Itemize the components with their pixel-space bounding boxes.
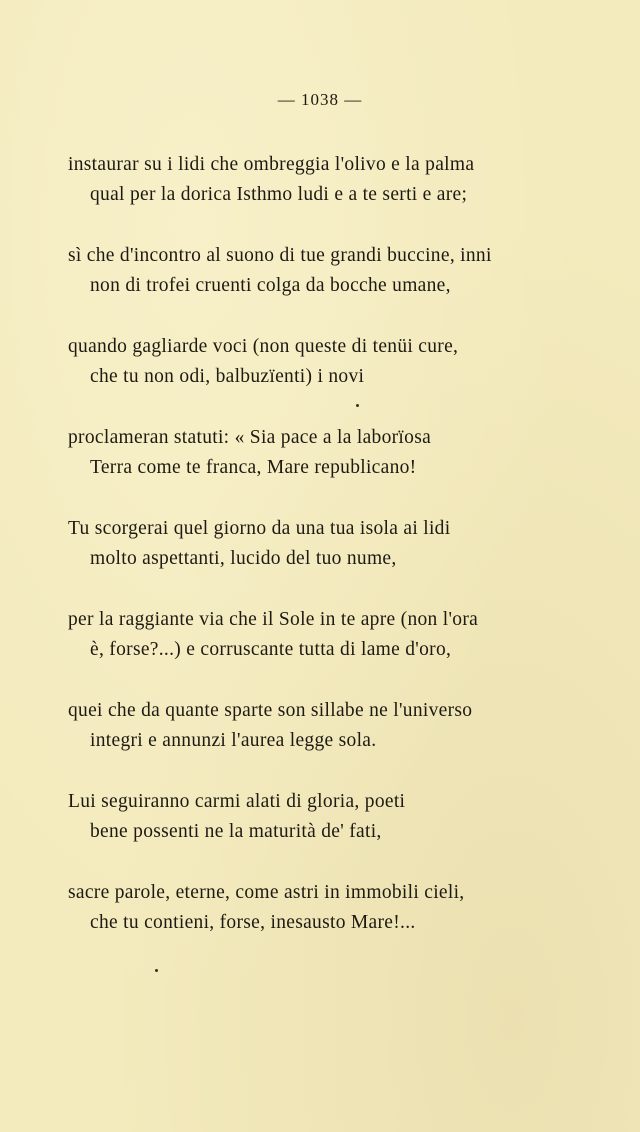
- verse-line: per la raggiante via che il Sole in te apre (non l'ora: [68, 609, 479, 630]
- stanza: [68, 605, 568, 696]
- page-number: — 1038 —: [277, 90, 363, 109]
- ink-speck: [356, 404, 359, 407]
- verse-line-indented: bene possenti ne la maturità de' fati,: [90, 821, 382, 842]
- stanza: [68, 241, 568, 332]
- stanza: [68, 878, 568, 969]
- poem-body: [68, 150, 568, 969]
- verse-line-indented: non di trofei cruenti colga da bocche umane,: [90, 275, 451, 296]
- stanza: [68, 514, 568, 605]
- verse-line: quei che da quante sparte son sillabe ne l'universo: [68, 700, 473, 721]
- verse-line: sacre parole, eterne, come astri in immobili cieli,: [68, 882, 465, 903]
- verse-line: instaurar su i lidi che ombreggia l'olivo e la palma: [68, 154, 475, 175]
- verse-line-indented: è, forse?...) e corruscante tutta di lame d'oro,: [90, 639, 452, 660]
- stanza: [68, 332, 568, 423]
- stanza: [68, 423, 568, 514]
- verse-line-indented: che tu non odi, balbuzïenti) i novi: [90, 366, 365, 387]
- verse-line: Lui seguiranno carmi alati di gloria, poeti: [68, 791, 406, 812]
- verse-line-indented: Terra come te franca, Mare republicano!: [90, 457, 417, 478]
- verse-line-indented: qual per la dorica Isthmo ludi e a te serti e are;: [90, 184, 468, 205]
- verse-line: proclameran statuti: « Sia pace a la laborïosa: [68, 427, 432, 448]
- stanza: [68, 150, 568, 241]
- verse-line-indented: integri e annunzi l'aurea legge sola.: [90, 730, 377, 751]
- verse-line: sì che d'incontro al suono di tue grandi buccine, inni: [68, 245, 492, 266]
- stanza: [68, 696, 568, 787]
- ink-speck: [155, 969, 158, 972]
- stanza: [68, 787, 568, 878]
- verse-line-indented: molto aspettanti, lucido del tuo nume,: [90, 548, 397, 569]
- verse-line: Tu scorgerai quel giorno da una tua isola ai lidi: [68, 518, 451, 539]
- verse-line-indented: che tu contieni, forse, inesausto Mare!...: [90, 912, 416, 933]
- verse-line: quando gagliarde voci (non queste di tenüi cure,: [68, 336, 459, 357]
